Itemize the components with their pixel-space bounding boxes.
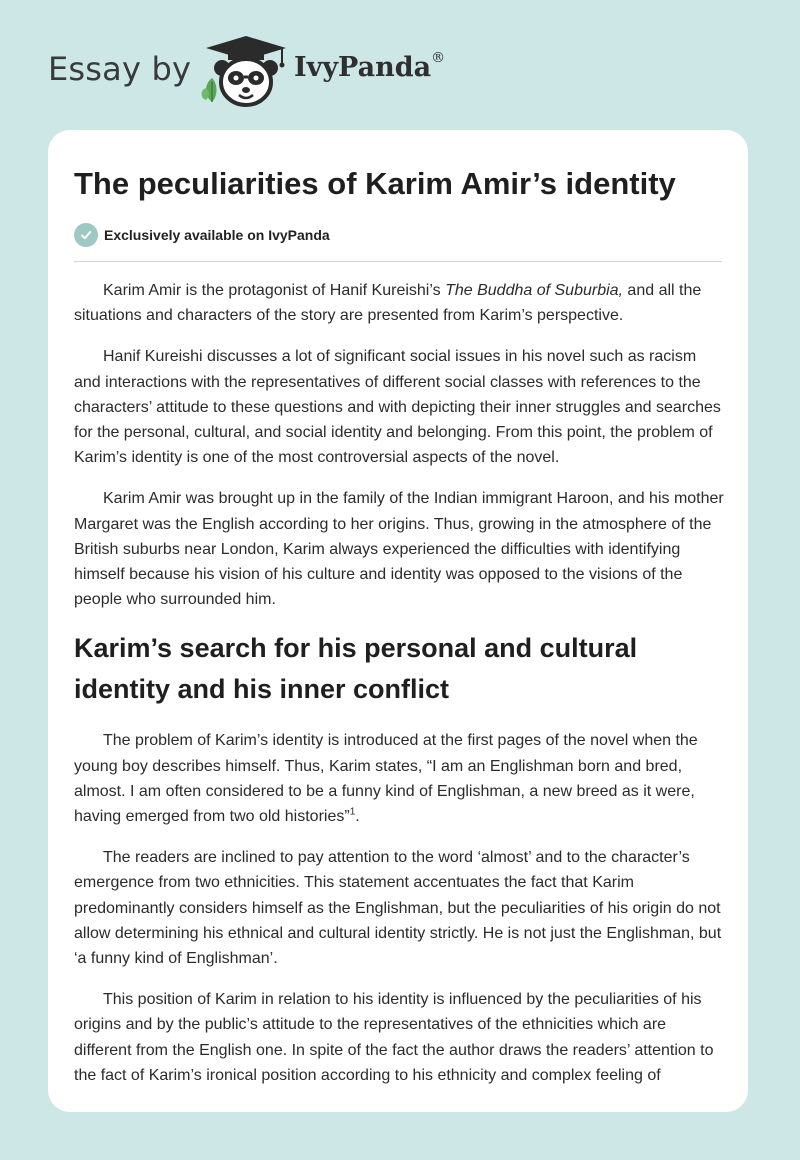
- book-title: The Buddha of Suburbia,: [445, 282, 623, 299]
- exclusive-badge-text: Exclusively available on IvyPanda: [104, 227, 330, 243]
- paragraph: This position of Karim in relation to his identity is influenced by the peculiarities of his origins and by the public’s attitude to the representatives of the ethnicities which are different from the English one. In spite of the fact the author draws the readers’ attention to the fact of Karim’s ironical position according to his ethnicity and complex feeling of: [74, 991, 714, 1084]
- paragraph: The problem of Karim’s identity is introduced at the first pages of the novel when the young boy describes himself. Thus, Karim states, “I am an Englishman born and bred, almost. I am often considered to be a funny kind of Englishman, a new breed as it were, having emerged from two old histories”$^1$.: [74, 732, 698, 826]
- paragraph: The readers are inclined to pay attention to the word ‘almost’ and to the character’s emergence from two ethnicities. This statement accentuates the fact that Karim predominantly considers himself as the Englishman, but the peculiarities of his origin do not allow determining his ethnical and cultural identity strictly. He is not just the Englishman, but ‘a funny kind of Englishman’.: [74, 849, 722, 968]
- exclusive-badge: [74, 222, 330, 248]
- brand-name[interactable]: IvyPanda®: [294, 50, 446, 83]
- check-icon: [74, 223, 98, 247]
- paragraph: Karim Amir is the protagonist of Hanif Kureishi’s The Buddha of Suburbia, and all the situations and characters of the story are presented from Karim’s perspective.: [74, 282, 702, 325]
- registered-mark: ®: [431, 50, 446, 66]
- panda-graduate-logo-icon[interactable]: [198, 34, 294, 110]
- page-title: The peculiarities of Karim Amir’s identity: [74, 166, 676, 201]
- brand-prefix: Essay by: [48, 50, 192, 88]
- essay-card: [48, 130, 748, 1112]
- title-divider: [74, 261, 722, 262]
- section-heading: Karim’s search for his personal and cultural identity and his inner conflict: [74, 633, 638, 705]
- essay-body: [74, 278, 726, 1104]
- footnote-link[interactable]: 1: [349, 806, 356, 818]
- paragraph: Karim Amir was brought up in the family of the Indian immigrant Haroon, and his mother Margaret was the English according to her origins. Thus, growing in the atmosphere of the British suburbs near London, Karim always experienced the difficulties with identifying himself because his vision of his culture and identity was opposed to the visions of the people who surrounded him.: [74, 490, 724, 609]
- paragraph: Hanif Kureishi discusses a lot of significant social issues in his novel such as racism and interactions with the representatives of different social classes with references to the characters’ attitude to these questions and with depicting their inner struggles and searches for the personal, cultural, and social identity and belonging. From this point, the problem of Karim’s identity is one of the most controversial aspects of the novel.: [74, 348, 721, 467]
- site-header: [0, 0, 800, 130]
